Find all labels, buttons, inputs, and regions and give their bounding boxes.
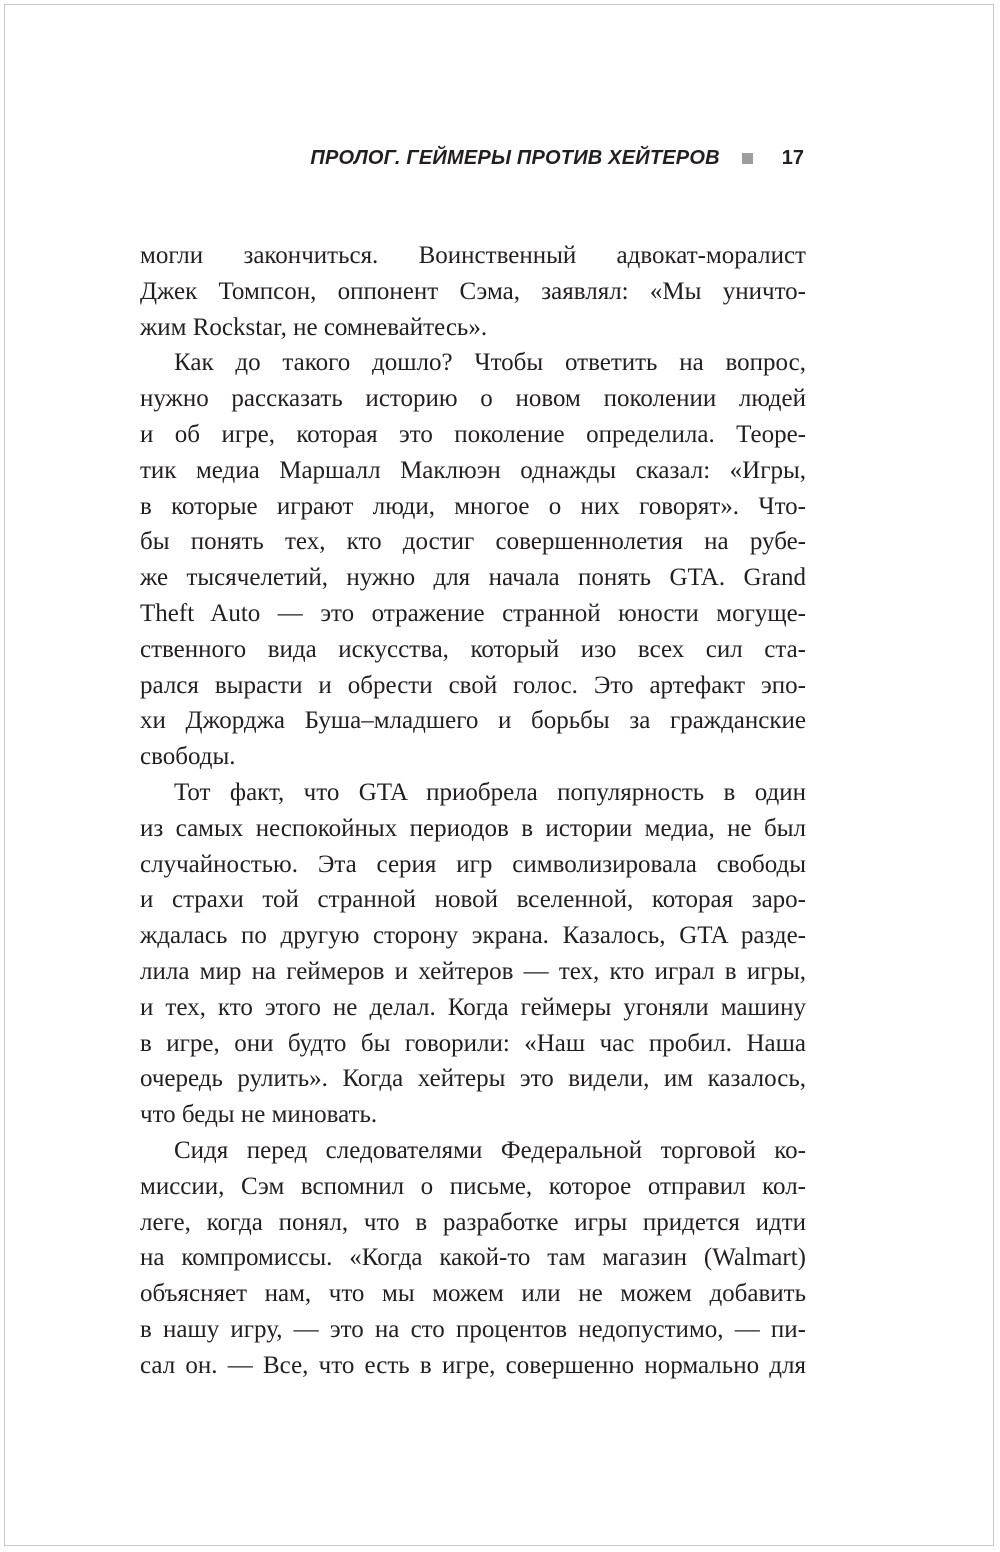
- text-line: ственного вида искусства, который изо всех сил ста-: [140, 635, 806, 663]
- text-line: объясняет нам, что мы можем или не можем добавить: [140, 1280, 806, 1308]
- text-line: сал он. — Все, что есть в игре, совершенно нормально для: [140, 1351, 806, 1379]
- text-line: в которые играют люди, многое о них говорят». Что-: [140, 492, 806, 520]
- text-line: Theft Auto — это отражение странной юности могуще-: [140, 599, 806, 627]
- text-line: миссии, Сэм вспомнил о письме, которое отправил кол-: [140, 1172, 806, 1200]
- text-line: и тех, кто этого не делал. Когда геймеры угоняли машину: [140, 993, 806, 1021]
- text-line: же тысячелетий, нужно для начала понять GTA. Grand: [140, 564, 806, 592]
- text-line: что беды не миновать.: [140, 1101, 378, 1129]
- text-line: Джек Томпсон, оппонент Сэма, заявлял: «Мы уничто-: [140, 277, 806, 305]
- text-line: в игре, они будто бы говорили: «Наш час пробил. Наша: [140, 1029, 806, 1057]
- text-line: лила мир на геймеров и хейтеров — тех, кто играл в игры,: [140, 957, 806, 985]
- text-line: рался вырасти и обрести свой голос. Это артефакт эпо-: [140, 671, 806, 699]
- text-line: могли закончиться. Воинственный адвокат-моралист: [140, 242, 806, 269]
- text-line: и страхи той странной новой вселенной, которая заро-: [140, 886, 806, 914]
- text-line: леге, когда понял, что в разработке игры придется идти: [140, 1208, 806, 1236]
- text-line: тик медиа Маршалл Маклюэн однажды сказал: «Игры,: [140, 456, 806, 484]
- text-line: ждалась по другую сторону экрана. Казалось, GTA разде-: [140, 922, 806, 950]
- text-line: очередь рулить». Когда хейтеры это видели, им казалось,: [140, 1065, 806, 1093]
- running-head-title: ПРОЛОГ. ГЕЙМЕРЫ ПРОТИВ ХЕЙТЕРОВ: [310, 146, 720, 169]
- text-line: на компромиссы. «Когда какой-то там магазин (Walmart): [140, 1244, 806, 1272]
- text-line: нужно рассказать историю о новом поколении людей: [140, 385, 806, 413]
- square-bullet-icon: [742, 153, 753, 164]
- body-text: [140, 238, 806, 1384]
- text-line: в нашу игру, — это на сто процентов недопустимо, — пи-: [140, 1315, 806, 1343]
- paragraph-first-line: Тот факт, что GTA приобрела популярность в один: [174, 778, 806, 806]
- text-line: хи Джорджа Буша–младшего и борьбы за гражданские: [140, 707, 806, 735]
- text-line: жим Rockstar, не сомневайтесь».: [140, 313, 488, 341]
- running-head: [310, 144, 804, 172]
- text-line: бы понять тех, кто достиг совершеннолетия на рубе-: [140, 528, 806, 556]
- page-number: 17: [781, 146, 804, 169]
- paragraph-first-line: Как до такого дошло? Чтобы ответить на вопрос,: [174, 349, 806, 377]
- text-line: из самых неспокойных периодов в истории медиа, не был: [140, 814, 806, 842]
- paragraph-first-line: Сидя перед следователями Федеральной торговой ко-: [174, 1136, 806, 1164]
- text-line: свободы.: [140, 743, 236, 771]
- text-line: случайностью. Эта серия игр символизировала свободы: [140, 850, 806, 878]
- text-line: и об игре, которая это поколение определила. Теоре-: [140, 420, 806, 448]
